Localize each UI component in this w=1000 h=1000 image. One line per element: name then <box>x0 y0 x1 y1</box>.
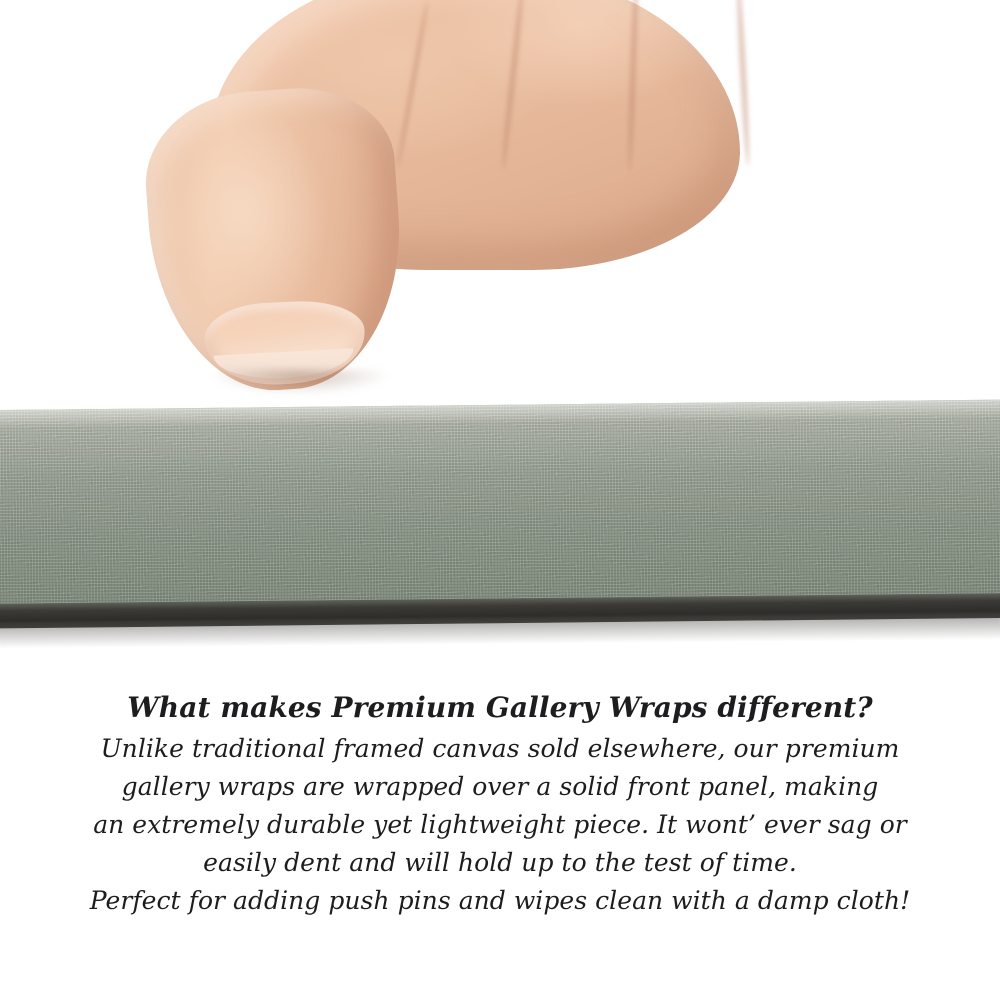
caption-line: Unlike traditional framed canvas sold elsewhere, our premium <box>100 733 900 763</box>
caption-block <box>0 690 1000 920</box>
thumb-contact-shadow <box>210 370 390 394</box>
caption-line: gallery wraps are wrapped over a solid front panel, making <box>121 771 879 801</box>
caption-line: an extremely durable yet lightweight piece. It wont’ ever sag or <box>93 809 907 839</box>
hand-pressing-icon <box>90 0 730 430</box>
knuckle-crease <box>735 0 751 166</box>
caption-line: Perfect for adding push pins and wipes clean with a damp cloth! <box>89 885 911 915</box>
canvas-wrap-edge <box>0 399 1000 628</box>
caption-body <box>0 730 1000 920</box>
caption-line: easily dent and will hold up to the test of time. <box>203 847 797 877</box>
caption-heading: What makes Premium Gallery Wraps different? <box>127 691 873 724</box>
knuckle-crease <box>395 1 429 169</box>
knuckle-crease <box>627 0 640 172</box>
knuckle-crease <box>500 0 526 170</box>
